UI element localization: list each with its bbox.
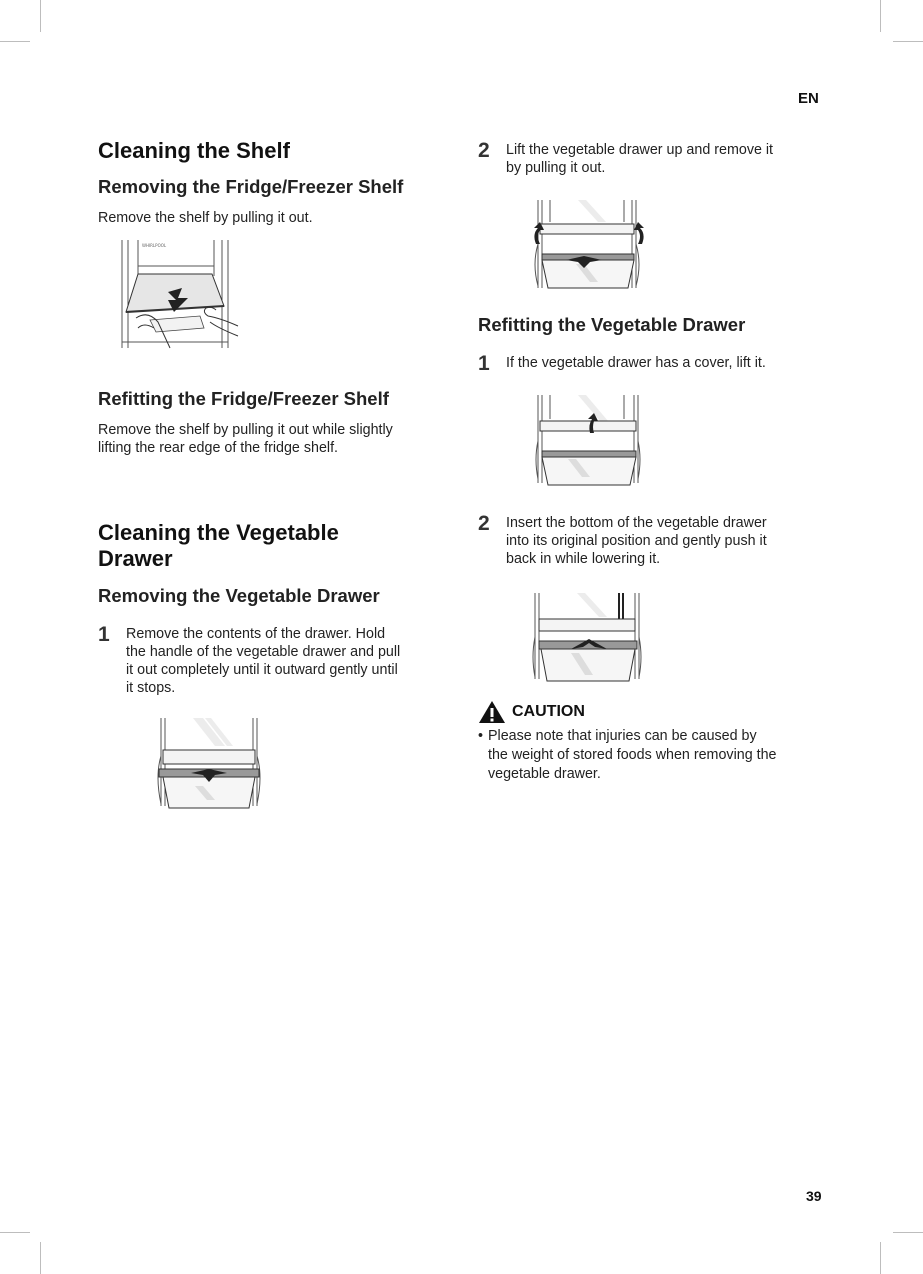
text-refitting-shelf-line1: Remove the shelf by pulling it out while slightly	[98, 422, 393, 438]
crop-mark	[893, 41, 923, 42]
illustration-shelf-removal	[118, 236, 243, 354]
section-title-cleaning-shelf: Cleaning the Shelf	[98, 138, 290, 163]
step-text-line: If the vegetable drawer has a cover, lift it.	[506, 355, 766, 371]
step-text-line: it stops.	[126, 680, 176, 696]
crop-mark	[40, 1242, 41, 1274]
crop-mark	[880, 0, 881, 32]
section-title-cleaning-drawer-line2: Drawer	[98, 546, 173, 571]
text-refitting-shelf-line2: lifting the rear edge of the fridge shelf.	[98, 440, 339, 456]
heading-removing-drawer: Removing the Vegetable Drawer	[98, 585, 380, 606]
heading-removing-shelf: Removing the Fridge/Freezer Shelf	[98, 176, 404, 197]
step-text-line: Remove the contents of the drawer. Hold	[126, 626, 386, 642]
step-number: 1	[478, 352, 490, 375]
caution-text-line: Please note that injuries can be caused by	[488, 728, 757, 744]
caution-text-line: the weight of stored foods when removing the	[488, 747, 777, 763]
caution-body	[478, 727, 823, 784]
step-number: 1	[98, 623, 110, 646]
crop-mark	[40, 0, 41, 32]
language-label: EN	[798, 90, 819, 107]
illustration-drawer-lift-out	[528, 198, 650, 292]
step-text-line: the handle of the vegetable drawer and pull	[126, 644, 401, 660]
heading-refitting-shelf: Refitting the Fridge/Freezer Shelf	[98, 388, 389, 409]
step-text-line: by pulling it out.	[506, 160, 606, 176]
step-text-line: it out completely until it outward gently until	[126, 662, 398, 678]
step-text-line: Lift the vegetable drawer up and remove it	[506, 142, 774, 158]
crop-mark	[0, 41, 30, 42]
text-removing-shelf: Remove the shelf by pulling it out.	[98, 210, 313, 226]
svg-text:WHIRLPOOL: WHIRLPOOL	[142, 243, 167, 248]
step-text-line: back in while lowering it.	[506, 551, 661, 567]
step-text-line: Insert the bottom of the vegetable drawer	[506, 515, 767, 531]
step-number: 2	[478, 139, 490, 162]
crop-mark	[893, 1232, 923, 1233]
heading-refitting-drawer: Refitting the Vegetable Drawer	[478, 314, 746, 335]
crop-mark	[880, 1242, 881, 1274]
warning-triangle-icon	[478, 700, 506, 724]
bullet: •	[478, 728, 484, 744]
step-number: 2	[478, 512, 490, 535]
step-text-line: into its original position and gently push it	[506, 533, 767, 549]
crop-mark	[0, 1232, 30, 1233]
caution-title: CAUTION	[512, 703, 585, 720]
caution-text-line: vegetable drawer.	[488, 766, 601, 782]
illustration-drawer-lift-cover	[534, 393, 646, 487]
section-title-cleaning-drawer-line1: Cleaning the Vegetable	[98, 520, 339, 545]
illustration-drawer-push-in	[531, 591, 645, 683]
caution-header	[478, 700, 585, 724]
page-number: 39	[806, 1188, 822, 1204]
illustration-drawer-pull-out	[153, 716, 265, 812]
